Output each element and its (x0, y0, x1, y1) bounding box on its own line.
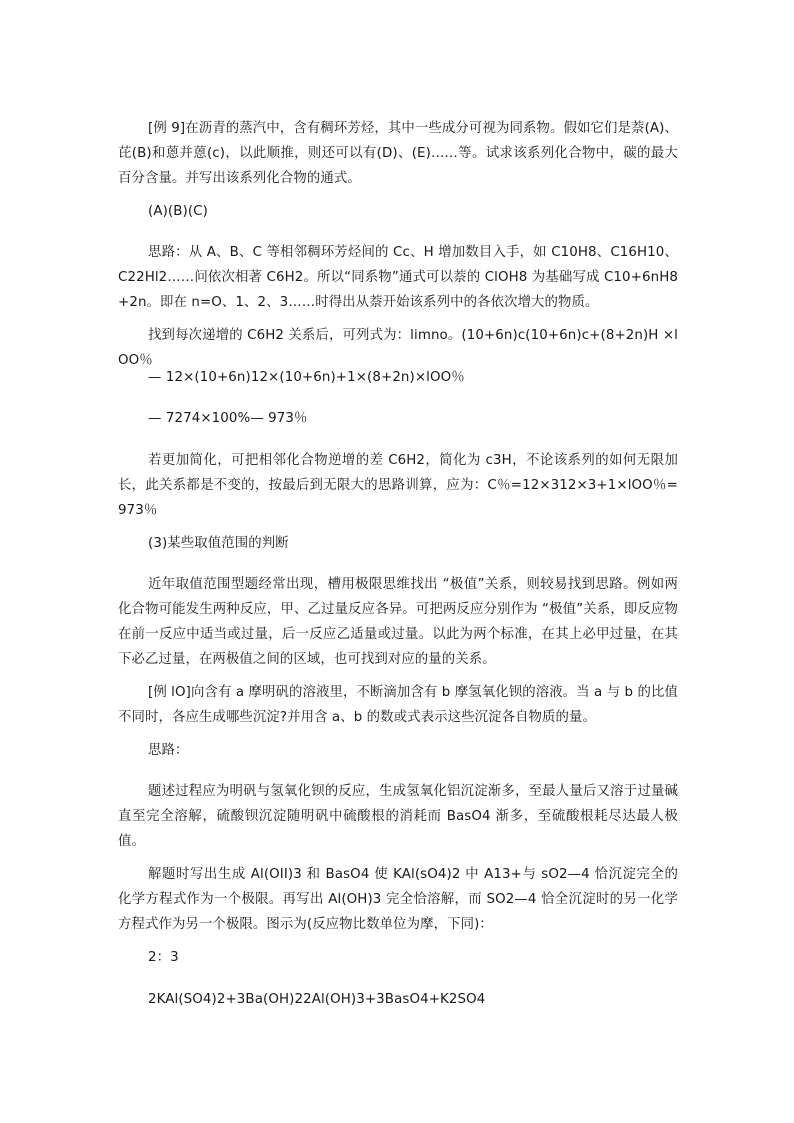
approach-label: 思路： (148, 743, 189, 758)
compound-labels-line: (A)(B)(C) (148, 204, 208, 219)
range-problem-paragraph: 近年取值范围型题经常出现，槽用极限思维找出 “极值”关系，则较易找到思路。例如两化合物可能发生两种反应，甲、乙过量反应各异。可把两反应分别作为 “极值”关系，即反应物在前一反应中适当或过量，后一反应乙适量或过量。以此为两个标准，在其上必甲过量，在其下必乙过量，在两极值之间的区域，也可找到对应的量的关系。 (118, 577, 678, 667)
formula-step-line: — 12×(10+6n)12×(10+6n)+1×(8+2n)×lOO％ (148, 370, 465, 385)
section-heading-range: (3)某些取值范围的判断 (148, 536, 289, 551)
example-9-paragraph: [例 9]在沥青的蒸汽中，含有稠环芳烃，其中一些成分可视为同系物。假如它们是萘(A)、芘(B)和蒽并蒽(c)，以此顺推，则还可以有(D)、(E)……等。试求该系列化合物中，碳的最大百分含量。并写出该系列化合物的通式。 (118, 121, 678, 186)
approach-paragraph: 思路：从 A、B、C 等相邻稠环芳烃间的 Cc、H 增加数目入手，如 C10H8、C16H10、C22Hl2……问依次相著 C6H2。所以“同系物”通式可以萘的 ClOH8 为基础写成 C10+6nH8+2n。即在 n=O、1、2、3……时得出从萘开始该系列中的各依次增大的物质。 (118, 245, 678, 310)
reaction-process-paragraph: 题述过程应为明矾与氢氧化钡的反应，生成氢氧化铝沉淀渐多，至最人量后又溶于过量碱直至完全溶解，硫酸钡沉淀随明矾中硫酸根的消耗而 BasO4 渐多，至硫酸根耗尽达最人极值。 (118, 784, 678, 849)
simplification-paragraph: 若更加简化，可把相邻化合物逆增的差 C6H2，简化为 c3H，不论该系列的如何无限加长，此关系都是不变的，按最后到无限大的思路训算，应为：C％=12×312×3+1×lOO％=973％ (118, 453, 678, 518)
ratio-line: 2：3 (148, 950, 179, 965)
chemical-equation-line: 2KAl(SO4)2+3Ba(OH)22Al(OH)3+3BasO4+K2SO4 (148, 992, 486, 1007)
example-10-paragraph: [例 lO]向含有 a 摩明矾的溶液里，不断滴加含有 b 摩氢氧化钡的溶液。当 a 与 b 的比值不同时，各应生成哪些沉淀?并用含 a、b 的数或式表示这些沉淀各自物质的量。 (118, 685, 678, 725)
formula-result-line: — 7274×100%— 973％ (148, 411, 308, 426)
formula-setup-paragraph: 找到每次递增的 C6H2 关系后，可列式为：limno。(10+6n)c(10+6n)c+(8+2n)H ×lOO％ (118, 328, 678, 368)
limit-equations-paragraph: 解题时写出生成 Al(OII)3 和 BasO4 使 KAl(sO4)2 中 A13+与 sO2—4 恰沉淀完全的化学方程式作为一个极限。再写出 Al(OH)3 完全恰溶解，而 SO2—4 恰全沉淀时的另一化学方程式作为另一个极限。图示为(反应物比数单位为摩，下同)： (118, 867, 678, 932)
